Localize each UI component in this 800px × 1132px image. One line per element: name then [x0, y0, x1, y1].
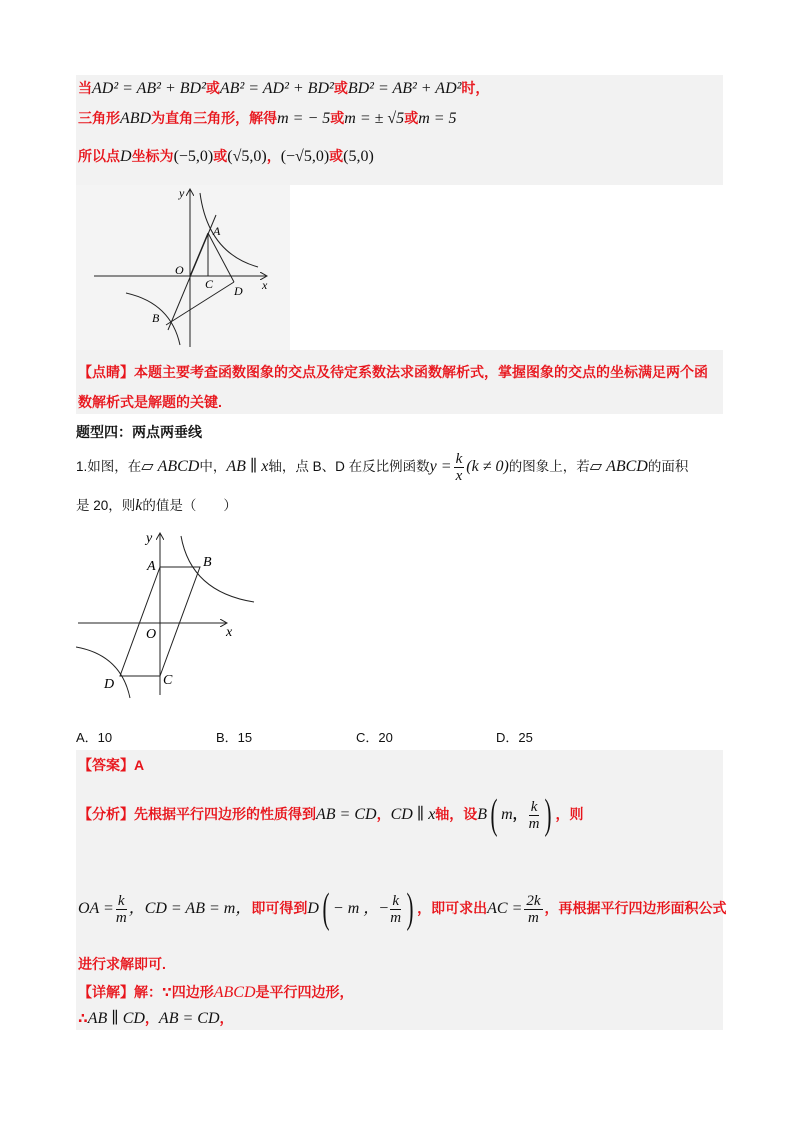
- note-line-2: 数解析式是解题的关键.: [78, 394, 222, 410]
- hyperbola-upper: [181, 536, 254, 602]
- hyperbola-lower: [76, 647, 130, 698]
- segment-OA: [190, 233, 208, 276]
- label-D: D: [234, 284, 243, 298]
- label-x: x: [262, 278, 268, 292]
- label-B: B: [152, 311, 160, 325]
- hyperbola-upper: [200, 193, 258, 267]
- label-D: D: [104, 677, 115, 692]
- segment-BD: [166, 282, 234, 325]
- option-d[interactable]: D．25: [496, 730, 533, 745]
- label-B: B: [203, 555, 212, 570]
- answer-line: 【答案】A: [78, 757, 145, 773]
- analysis-line-3: 进行求解即可.: [78, 956, 166, 972]
- label-A: A: [147, 559, 156, 574]
- label-C: C: [205, 277, 214, 291]
- detail-line-1: 【详解】解：∵四边形ABCD是平行四边形，: [78, 984, 354, 1001]
- equation-2: AB² = AD² + BD²: [219, 80, 334, 97]
- fraction-k-over-m: $\frac{k}{m}$: [528, 798, 540, 832]
- detail-line-2: ∴AB ∥ CD，AB = CD，: [78, 1010, 234, 1027]
- answer-value: A: [134, 757, 145, 773]
- section-heading: 题型四：两点两垂线: [76, 424, 202, 440]
- analysis-line-2: OA = $\frac{k}{m}$ ，CD = AB = m，即可得到D( − m ，− $\frac{k}{m}$ ) ，即可求出AC = $\frac{2k}{m}$ ，再根据平行四边形面积公式: [78, 886, 727, 933]
- label-y: y: [179, 186, 185, 200]
- question-line-2: 是 20，则k的值是（ ）: [76, 497, 237, 514]
- fraction-k-over-x: $\frac{k}{x}$: [455, 450, 463, 484]
- coordinates-line: 所以点D坐标为(−5,0)或(√5,0)，(−√5,0)或(5,0): [78, 148, 374, 165]
- question-line-1: 1.如图，在▱ ABCD中，AB ∥ x轴，点 B、D 在反比例函数y = $\frac{k}{x}$ (k ≠ 0)的图象上，若▱ ABCD的面积: [76, 450, 689, 484]
- equation-3: BD² = AB² + AD²: [347, 80, 462, 97]
- label-y: y: [146, 531, 153, 546]
- option-c[interactable]: C．20: [356, 730, 393, 745]
- equation-1: AD² = AB² + BD²: [92, 80, 206, 97]
- option-b[interactable]: B．15: [216, 730, 253, 745]
- label-O: O: [146, 627, 157, 642]
- figure-1-graph: [76, 185, 290, 350]
- condition-line: 当AD² = AB² + BD²或AB² = AD² + BD²或BD² = AB² + AD²时，: [78, 80, 490, 97]
- note-line-1: 【点睛】本题主要考查函数图象的交点及待定系数法求函数解析式，掌握图象的交点的坐标满足两个函: [78, 364, 708, 380]
- figure-2-graph: [76, 530, 266, 700]
- figure-1: [76, 185, 290, 350]
- label-C: C: [163, 673, 173, 688]
- label-O: O: [175, 263, 184, 277]
- solve-line: 三角形ABD为直角三角形，解得m = − 5或m = ± √5或m = 5: [78, 110, 457, 127]
- option-a[interactable]: A．10: [76, 730, 113, 745]
- label-A: A: [213, 224, 221, 238]
- analysis-line-1: 【分析】先根据平行四边形的性质得到AB = CD，CD ∥ x轴，设B( m， $\frac{k}{m}$ ) ，则: [78, 792, 584, 839]
- figure-2: [76, 530, 266, 700]
- segment-AD: [208, 233, 234, 282]
- label-x: x: [226, 625, 233, 640]
